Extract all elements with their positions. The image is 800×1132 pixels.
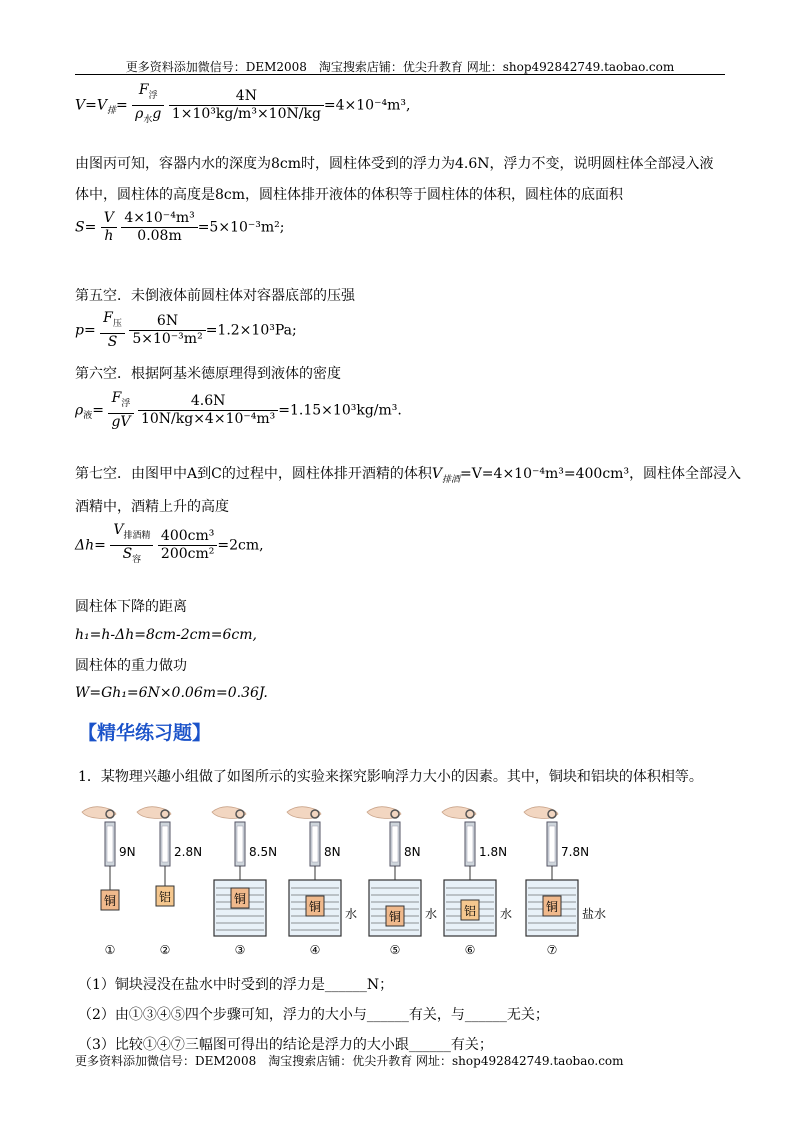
eq2-den: 0.08m — [137, 228, 182, 244]
apparatus-3 — [212, 807, 277, 957]
eq1-numeric-fraction — [169, 88, 324, 123]
eq2-lhs: S= — [75, 219, 97, 236]
equation-pressure — [75, 310, 297, 351]
eq4-numeric-fraction — [138, 393, 278, 428]
hand-icon — [524, 807, 558, 819]
eq4-lhs: ρ — [75, 402, 84, 419]
eq4-symbolic-fraction — [108, 390, 133, 431]
eq1-num: 4N — [169, 88, 324, 106]
block-label: 铜 — [103, 894, 117, 908]
equation-density — [75, 390, 402, 431]
eq3-fnum-sub: 压 — [112, 318, 122, 329]
eq2-num: 4×10⁻⁴m³ — [121, 210, 197, 228]
eq5-den: 200cm² — [160, 545, 215, 562]
eq3-result: =1.2×10³Pa; — [205, 322, 297, 339]
apparatus-1 — [82, 807, 136, 957]
eq1-fden: ρ — [135, 105, 144, 122]
eq3-lhs: p= — [75, 322, 96, 339]
scale-reading: 2.8N — [174, 845, 203, 859]
eq3-fden: S — [107, 333, 118, 350]
block-label: 铝 — [463, 904, 477, 918]
eq3-num: 6N — [129, 313, 205, 331]
eq1-den: 1×10³kg/m³×10N/kg — [171, 105, 321, 122]
block-label: 铝 — [158, 890, 172, 904]
scale-window — [237, 826, 243, 862]
eq4-fden: gV — [111, 413, 131, 430]
eq2-fden: h — [104, 228, 114, 244]
scale-window — [312, 826, 318, 862]
apparatus-7 — [524, 807, 606, 957]
block-label: 铜 — [308, 900, 322, 914]
equation-area — [75, 210, 285, 245]
liquid-label: 水 — [345, 907, 358, 921]
eq1-fnum: F — [138, 82, 149, 98]
eq2-symbolic-fraction — [101, 210, 117, 245]
scale-window — [107, 826, 113, 862]
eq4-num: 4.6N — [138, 393, 278, 411]
eq3-fnum: F — [103, 310, 113, 326]
eq5-fnum: V — [113, 522, 124, 538]
sub-question-1: （1）铜块浸没在盐水中时受到的浮力是______N； — [78, 977, 394, 993]
step-number: ② — [159, 943, 171, 957]
eq3-numeric-fraction — [129, 313, 205, 348]
liquid-label: 盐水 — [582, 907, 607, 921]
liquid-label: 水 — [500, 907, 513, 921]
eq5-fden-sub: 容 — [132, 554, 142, 565]
eq5-result: =2cm, — [217, 537, 264, 554]
page-header: 更多资料添加微信号：DEM2008 淘宝搜索店铺：优尖升教育 网址：shop492842749.taobao.com — [125, 60, 675, 74]
drop-equation: h₁=h-Δh=8cm-2cm=6cm, — [75, 627, 257, 643]
eq3-symbolic-fraction — [100, 310, 125, 351]
block-label: 铜 — [388, 910, 402, 924]
scale-window — [467, 826, 473, 862]
blank7-part-b-sub: 排酒 — [441, 474, 460, 485]
apparatus-4 — [287, 807, 357, 957]
blank7-part-c: =V=4×10⁻⁴m³=400cm³，圆柱体全部浸入 — [459, 466, 742, 482]
paragraph-2: 体中，圆柱体的高度是8cm，圆柱体排开液体的体积等于圆柱体的体积，圆柱体的底面积 — [75, 187, 624, 203]
sub-question-3: （3）比较①④⑦三幅图可得出的结论是浮力的大小跟______有关； — [78, 1037, 493, 1053]
eq1-lhs: V=V — [75, 97, 107, 114]
question-1: 1．某物理兴趣小组做了如图所示的实验来探究影响浮力大小的因素。其中，铜块和铝块的体积相等。 — [78, 769, 703, 785]
step-number: ① — [104, 943, 116, 957]
eq5-fnum-sub: 排酒精 — [123, 530, 151, 541]
header-rule — [75, 74, 725, 75]
eq4-fnum: F — [111, 390, 122, 406]
apparatus-6 — [442, 807, 512, 957]
equation-height-rise — [75, 522, 264, 569]
blank7-part-a: 第七空．由图甲中A到C的过程中，圆柱体排开酒精的体积 — [75, 466, 432, 482]
experiment-figure — [70, 800, 630, 964]
hand-icon — [442, 807, 476, 819]
eq4-den: 10N/kg×4×10⁻⁴m³ — [140, 410, 276, 427]
scale-reading: 7.8N — [561, 845, 590, 859]
scale-reading: 8.5N — [249, 845, 278, 859]
scale-window — [392, 826, 398, 862]
scale-window — [549, 826, 555, 862]
scale-reading: 8N — [404, 845, 421, 859]
step-number: ④ — [309, 943, 321, 957]
experiment-svg — [70, 800, 630, 960]
eq1-eq: = — [115, 97, 128, 114]
eq2-fnum: V — [101, 210, 117, 228]
eq5-lhs: Δh= — [75, 537, 106, 554]
blank7-part-b: V — [431, 466, 442, 482]
eq1-result: =4×10⁻⁴m³, — [323, 97, 411, 114]
work-equation: W=Gh₁=6N×0.06m=0.36J. — [75, 685, 268, 701]
blank-6-text: 第六空．根据阿基米德原理得到液体的密度 — [75, 366, 341, 382]
eq4-lhs-sub: 液 — [83, 411, 93, 422]
step-number: ⑤ — [389, 943, 401, 957]
apparatus-5 — [367, 807, 437, 957]
paragraph-1: 由图丙可知，容器内水的深度为8cm时，圆柱体受到的浮力为4.6N，浮力不变，说明圆柱体全部浸入液 — [75, 156, 714, 172]
hand-icon — [82, 807, 116, 819]
eq5-symbolic-fraction — [110, 522, 153, 569]
eq1-fnum-sub: 浮 — [148, 90, 158, 101]
eq5-numeric-fraction — [158, 528, 217, 563]
eq1-fden-sub: 水 — [143, 114, 153, 125]
eq5-num: 400cm³ — [158, 528, 217, 546]
eq5-fden: S — [122, 545, 133, 562]
eq1-lhs-sub: 排 — [106, 106, 116, 117]
step-number: ⑥ — [464, 943, 476, 957]
sub-question-2: （2）由①③④⑤四个步骤可知，浮力的大小与______有关，与______无关； — [78, 1007, 549, 1023]
hand-icon — [212, 807, 246, 819]
apparatus-2 — [137, 807, 202, 957]
page-footer: 更多资料添加微信号：DEM2008 淘宝搜索店铺：优尖升教育 网址：shop492842749.taobao.com — [75, 1054, 624, 1068]
eq2-result: =5×10⁻³m²; — [197, 219, 285, 236]
hand-icon — [367, 807, 401, 819]
drop-title: 圆柱体下降的距离 — [75, 599, 187, 615]
equation-volume — [75, 82, 410, 129]
eq4-lhs-tail: = — [92, 402, 104, 419]
eq4-result: =1.15×10³kg/m³. — [278, 402, 402, 419]
scale-reading: 1.8N — [479, 845, 508, 859]
step-number: ⑦ — [546, 943, 558, 957]
eq1-symbolic-fraction — [132, 82, 164, 129]
eq1-fden-tail: g — [152, 105, 162, 122]
blank-7-text-2: 酒精中，酒精上升的高度 — [75, 499, 229, 515]
hand-icon — [137, 807, 171, 819]
step-number: ③ — [234, 943, 246, 957]
work-title: 圆柱体的重力做功 — [75, 658, 187, 674]
eq2-numeric-fraction — [121, 210, 197, 245]
scale-reading: 9N — [119, 845, 136, 859]
block-label: 铜 — [233, 892, 247, 906]
eq3-den: 5×10⁻³m² — [132, 330, 203, 347]
scale-window — [162, 826, 168, 862]
liquid-label: 水 — [425, 907, 438, 921]
blank-5-text: 第五空．未倒液体前圆柱体对容器底部的压强 — [75, 288, 355, 304]
scale-reading: 8N — [324, 845, 341, 859]
block-label: 铜 — [545, 900, 559, 914]
eq4-fnum-sub: 浮 — [121, 398, 131, 409]
hand-icon — [287, 807, 321, 819]
blank-7-text — [75, 463, 741, 485]
section-title: 【精华练习题】 — [78, 722, 212, 744]
